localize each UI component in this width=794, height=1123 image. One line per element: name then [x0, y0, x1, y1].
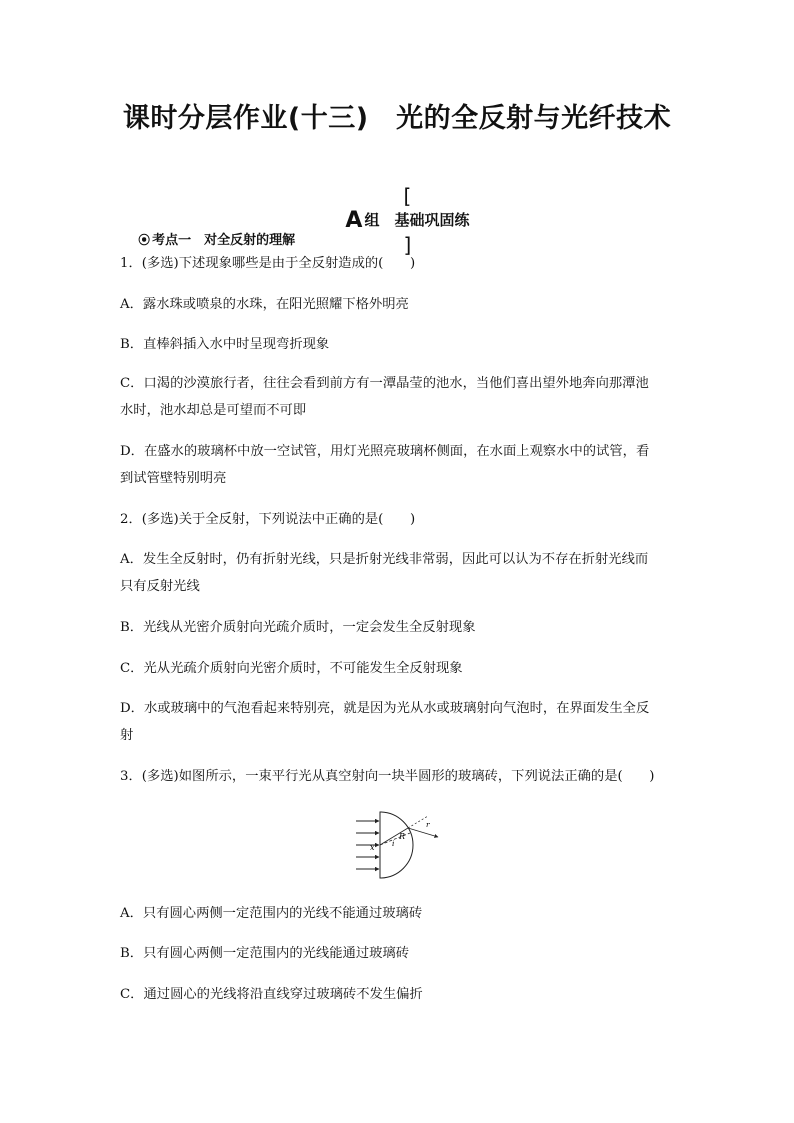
section-label: 考点一 对全反射的理解 — [152, 233, 296, 248]
question-1-option-d-line1: D．在盛水的玻璃杯中放一空试管，用灯光照亮玻璃杯侧面，在水面上观察水中的试管，看 — [120, 444, 650, 459]
question-2-option-d-line1: D．水或玻璃中的气泡看起来特别亮，就是因为光从水或玻璃射向气泡时，在界面发生全反 — [120, 701, 650, 716]
group-letter: A — [345, 208, 363, 233]
question-2-option-a-line1: A．发生全反射时，仍有折射光线，只是折射光线非常弱，因此可以认为不存在折射光线而 — [120, 552, 649, 567]
bracket-close: ] — [403, 233, 412, 257]
question-3-option-b: B．只有圆心两侧一定范围内的光线能通过玻璃砖 — [120, 946, 410, 961]
group-label: 组 基础巩固练 — [364, 211, 470, 229]
label-r-angle: r — [426, 820, 430, 829]
question-1-option-d-line2: 到试管壁特别明亮 — [120, 471, 227, 486]
label-x: x — [370, 843, 375, 852]
question-1-option-b: B．直棒斜插入水中时呈现弯折现象 — [120, 337, 330, 352]
question-3-option-c: C．通过圆心的光线将沿直线穿过玻璃砖不发生偏折 — [120, 987, 423, 1002]
label-r-radius: R — [399, 832, 406, 841]
question-2-option-b: B．光线从光密介质射向光疏介质时，一定会发生全反射现象 — [120, 620, 476, 635]
target-icon: ⦿ — [138, 233, 151, 247]
label-i: i — [392, 839, 395, 848]
bracket-open: [ — [403, 184, 412, 208]
question-1-stem: 1．(多选)下述现象哪些是由于全反射造成的( ) — [120, 256, 416, 271]
question-3-stem: 3．(多选)如图所示，一束平行光从真空射向一块半圆形的玻璃砖，下列说法正确的是( ) — [120, 769, 655, 784]
question-2-stem: 2．(多选)关于全反射，下列说法中正确的是( ) — [120, 512, 416, 527]
question-2-option-a-line2: 只有反射光线 — [120, 579, 200, 594]
question-1-option-c-line1: C．口渴的沙漠旅行者，往往会看到前方有一潭晶莹的池水，当他们喜出望外地奔向那潭池 — [120, 376, 649, 391]
glass-block-outline — [380, 812, 413, 878]
semicircle-glass-figure — [352, 807, 444, 883]
page-title: 课时分层作业(十三) 光的全反射与光纤技术 — [122, 103, 672, 134]
question-1-option-c-line2: 水时，池水却总是可望而不可即 — [120, 403, 307, 418]
question-3-option-a: A．只有圆心两侧一定范围内的光线不能通过玻璃砖 — [120, 906, 423, 921]
question-2-option-c: C．光从光疏介质射向光密介质时，不可能发生全反射现象 — [120, 661, 463, 676]
question-1-option-a: A．露水珠或喷泉的水珠，在阳光照耀下格外明亮 — [120, 297, 409, 312]
question-2-option-d-line2: 射 — [120, 728, 134, 743]
